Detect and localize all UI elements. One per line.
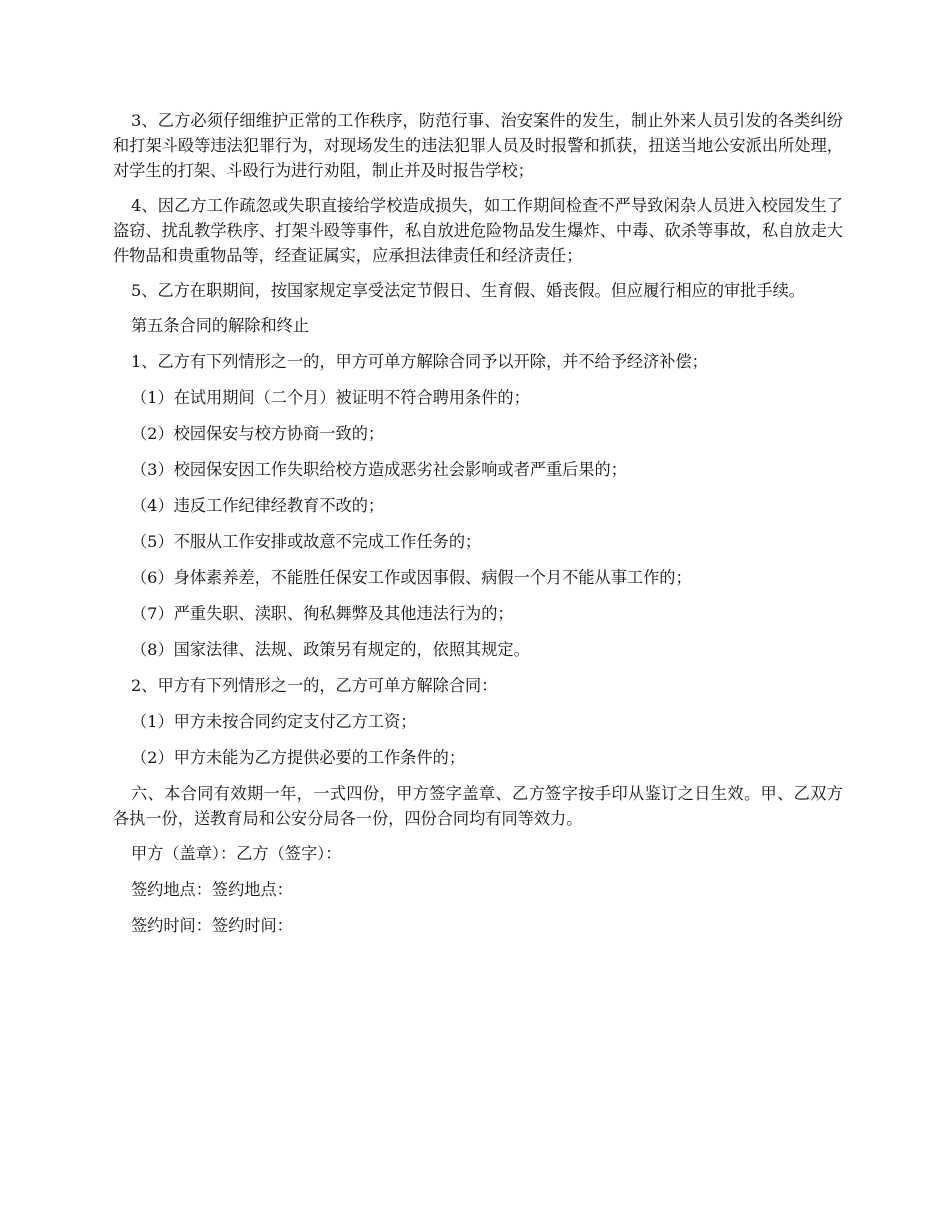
termination-subitem-4: （4）违反工作纪律经教育不改的； <box>131 496 385 515</box>
termination-subitem-8: （8）国家法律、法规、政策另有规定的，依照其规定。 <box>131 640 530 659</box>
signature-line: 甲方（盖章）：乙方（签字）： <box>131 844 342 863</box>
termination-item-2: 2、甲方有下列情形之一的，乙方可单方解除合同： <box>131 676 498 695</box>
termination-subitem-7: （7）严重失职、渎职、徇私舞弊及其他违法行为的； <box>131 604 514 623</box>
termination-subitem-3: （3）校园保安因工作失职给校方造成恶劣社会影响或者严重后果的； <box>131 460 627 479</box>
termination-subitem-2: （2）校园保安与校方协商一致的； <box>131 424 385 443</box>
termination-subitem-1: （1）在试用期间（二个月）被证明不符合聘用条件的； <box>131 388 530 407</box>
signing-place-line: 签约地点：签约地点： <box>131 880 293 899</box>
termination-subitem-5: （5）不服从工作安排或故意不完成工作任务的； <box>131 532 482 551</box>
section-heading-article-5: 第五条合同的解除和终止 <box>131 316 310 335</box>
clause-4-paragraph: 4、因乙方工作疏忽或失职直接给学校造成损失，如工作期间检查不严导致闲杂人员进入校园发生了盗窃、扰乱教学秩序、打架斗殴等事件，私自放进危险物品发生爆炸、中毒、砍杀等事故，私自放走大件物品和贵重物品等，经查证属实，应承担法律责任和经济责任； <box>113 196 843 265</box>
document-page <box>113 108 843 949</box>
signing-time-line: 签约时间：签约时间： <box>131 916 293 935</box>
validity-paragraph: 六、本合同有效期一年，一式四份，甲方签字盖章、乙方签字按手印从鉴订之日生效。甲、乙双方各执一份，送教育局和公安分局各一份，四份合同均有同等效力。 <box>113 784 843 828</box>
termination-item-1: 1、乙方有下列情形之一的，甲方可单方解除合同予以开除，并不给予经济补偿； <box>131 352 708 371</box>
clause-3-paragraph: 3、乙方必须仔细维护正常的工作秩序，防范行事、治安案件的发生，制止外来人员引发的各类纠纷和打架斗殴等违法犯罪行为，对现场发生的违法犯罪人员及时报警和抓获，扭送当地公安派出所处理，对学生的打架、斗殴行为进行劝阻，制止并及时报告学校； <box>113 111 843 180</box>
termination-subitem-6: （6）身体素养差，不能胜任保安工作或因事假、病假一个月不能从事工作的； <box>131 568 692 587</box>
party-a-subitem-1: （1）甲方未按合同约定支付乙方工资； <box>131 712 417 731</box>
party-a-subitem-2: （2）甲方未能为乙方提供必要的工作条件的； <box>131 748 466 767</box>
clause-5-paragraph: 5、乙方在职期间，按国家规定享受法定节假日、生育假、婚丧假。但应履行相应的审批手续。 <box>131 281 805 300</box>
